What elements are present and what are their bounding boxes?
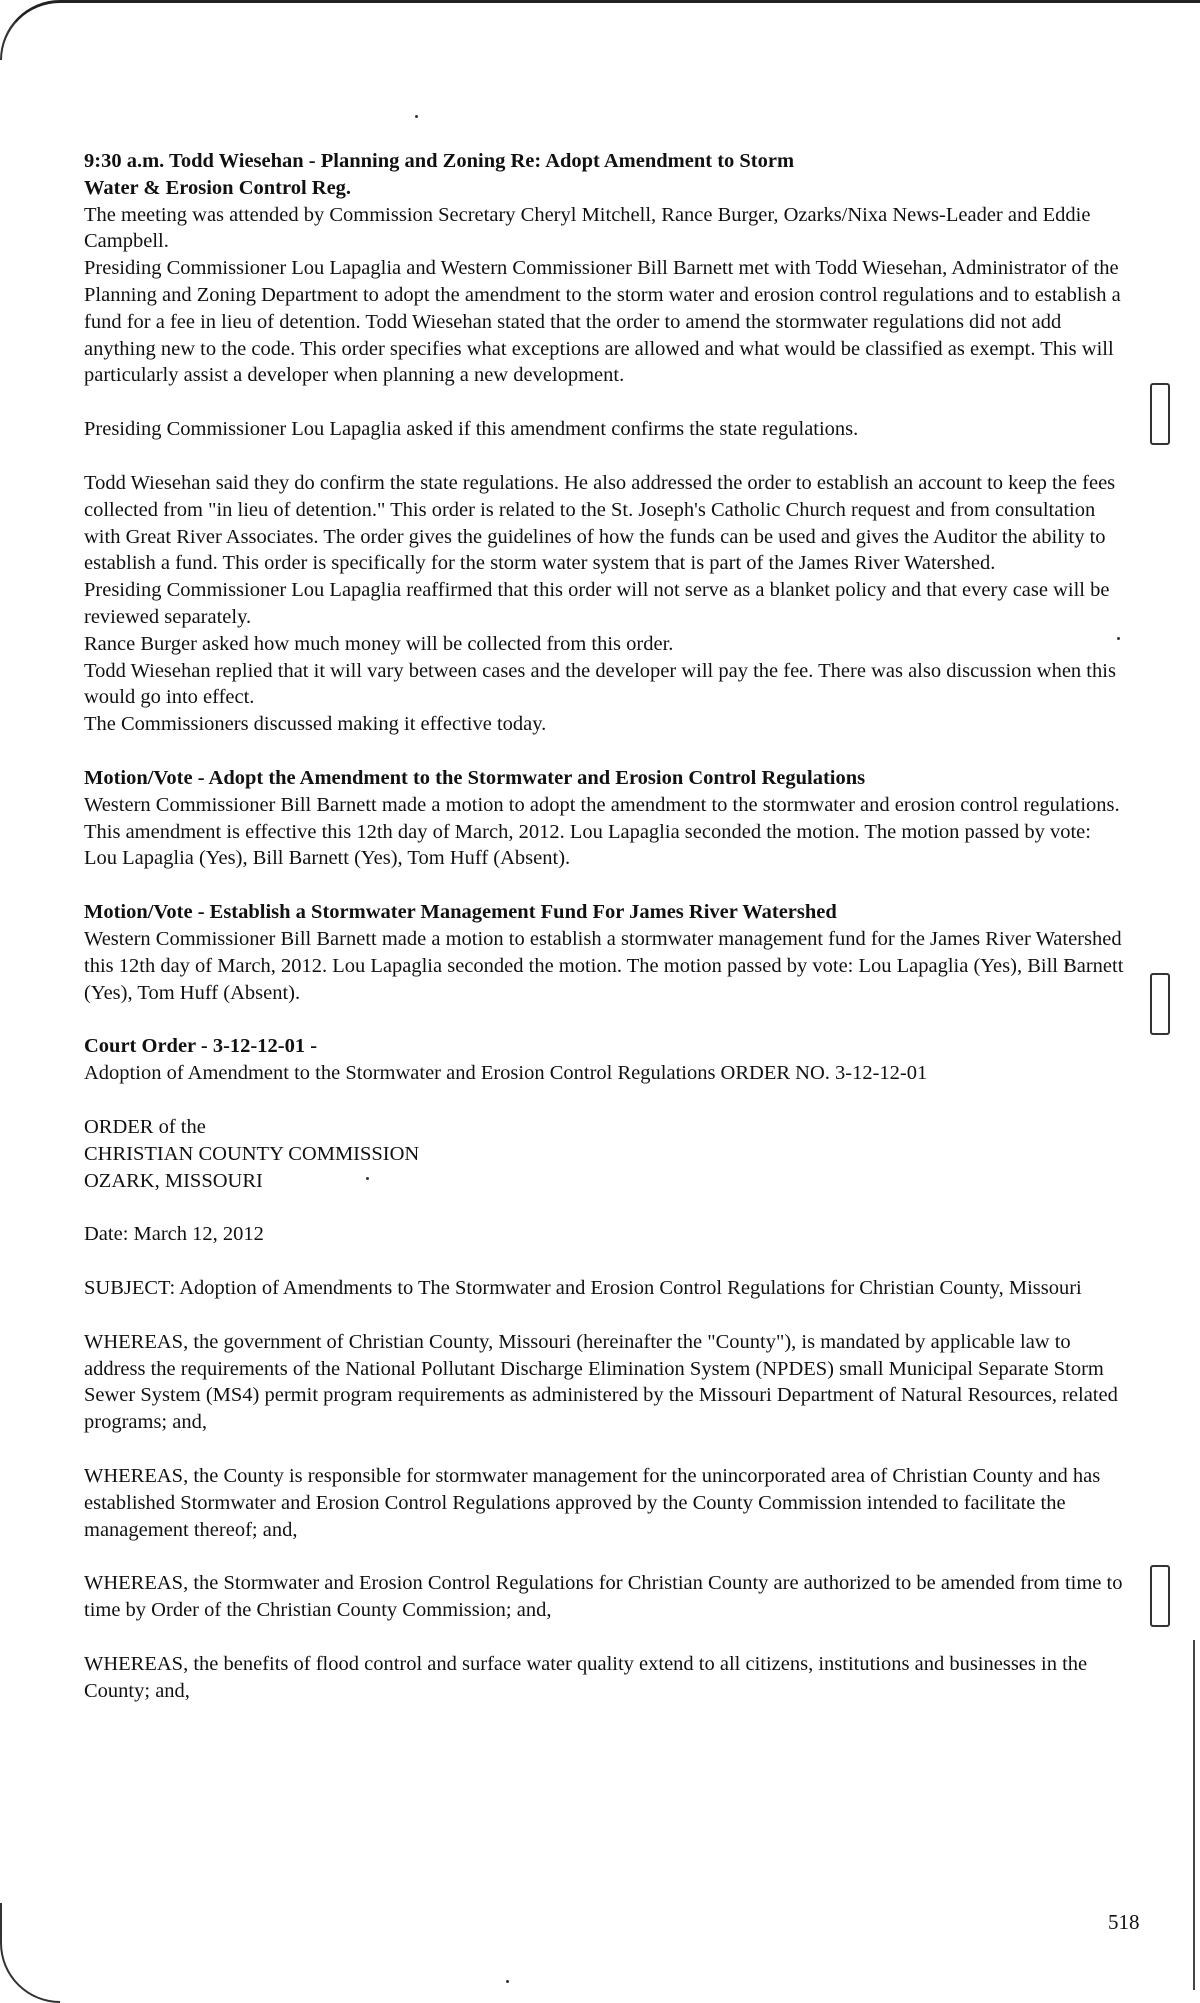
motion-2-body: Western Commissioner Bill Barnett made a motion to establish a stormwater management fund for the James River Watershed this 12th day of March, 2012. Lou Lapaglia seconded the motion. The motion passed by vote: Lou Lapaglia (Yes), Bill Barnett (Yes), Tom Huff (Absent). bbox=[84, 927, 1124, 1004]
court-order-adoption: Adoption of Amendment to the Stormwater and Erosion Control Regulations ORDER NO. 3-12-12-01 bbox=[84, 1062, 928, 1085]
scan-speck bbox=[415, 115, 418, 118]
burger-question: Rance Burger asked how much money will be collected from this order. bbox=[84, 632, 674, 655]
margin-bracket-mark bbox=[1150, 973, 1170, 1035]
order-line-2: CHRISTIAN COUNTY COMMISSION bbox=[84, 1142, 420, 1165]
margin-bracket-mark bbox=[1150, 383, 1170, 445]
whereas-clause-1: WHEREAS, the government of Christian County, Missouri (hereinafter the "County"), is mandated by applicable law to address the requirements of the National Pollutant Discharge Elimination System (NPDES) small Municipal Separate Storm Sewer System (MS4) permit program requirements as administered by the Missouri Department of Natural Resources, related programs; and, bbox=[84, 1330, 1118, 1434]
motion-1-title: Motion/Vote - Adopt the Amendment to the Stormwater and Erosion Control Regulations bbox=[84, 766, 866, 789]
answer-paragraph: Todd Wiesehan said they do confirm the state regulations. He also addressed the order to establish an account to keep the fees collected from "in lieu of detention." This order is related to the St. Joseph's Catholic Church request and from consultation with Great River Associates. The order gives the guidelines of how the funds can be used and gives the Auditor the ability to establish a fund. This order is specifically for the storm water system that is part of the James River Watershed. bbox=[84, 471, 1116, 575]
section-heading-continued: Water & Erosion Control Reg. bbox=[84, 176, 352, 199]
order-line-3: OZARK, MISSOURI bbox=[84, 1169, 263, 1192]
order-subject: SUBJECT: Adoption of Amendments to The Stormwater and Erosion Control Regulations for Christian County, Missouri bbox=[84, 1277, 1082, 1300]
attendance-paragraph: The meeting was attended by Commission Secretary Cheryl Mitchell, Rance Burger, Ozarks/Nixa News-Leader and Eddie Campbell. bbox=[84, 203, 1091, 253]
motion-1-body: Western Commissioner Bill Barnett made a motion to adopt the amendment to the stormwater and erosion control regulations. This amendment is effective this 12th day of March, 2012. Lou Lapaglia seconded the motion. The motion passed by vote: Lou Lapaglia (Yes), Bill Barnett (Yes), Tom Huff (Absent). bbox=[84, 793, 1120, 870]
scan-speck bbox=[506, 1980, 509, 1983]
whereas-clause-4: WHEREAS, the benefits of flood control and surface water quality extend to all citizens, institutions and businesses in the County; and, bbox=[84, 1653, 1088, 1702]
order-line-1: ORDER of the bbox=[84, 1115, 206, 1138]
whereas-clause-3: WHEREAS, the Stormwater and Erosion Control Regulations for Christian County are authorized to be amended from time to time by Order of the Christian County Commission; and, bbox=[84, 1572, 1123, 1622]
whereas-clause-2: WHEREAS, the County is responsible for stormwater management for the unincorporated area of Christian County and has established Stormwater and Erosion Control Regulations approved by the County Commission intended to facilitate the management thereof; and, bbox=[84, 1465, 1101, 1541]
reply-paragraph: Todd Wiesehan replied that it will vary between cases and the developer will pay the fee. There was also discussion when this would go into effect. bbox=[84, 659, 1116, 709]
document-page bbox=[84, 148, 1124, 1705]
order-date: Date: March 12, 2012 bbox=[84, 1223, 264, 1246]
reaffirm-paragraph: Presiding Commissioner Lou Lapaglia reaffirmed that this order will not serve as a blanket policy and that every case will be reviewed separately. bbox=[84, 579, 1110, 628]
scan-border-top bbox=[0, 0, 1200, 60]
court-order-title: Court Order - 3-12-12-01 - bbox=[84, 1035, 318, 1058]
page-number: 518 bbox=[1108, 1910, 1140, 1934]
margin-bracket-mark bbox=[1150, 1565, 1170, 1627]
section-heading: 9:30 a.m. Todd Wiesehan - Planning and Zoning Re: Adopt Amendment to Storm bbox=[84, 150, 795, 172]
question-paragraph: Presiding Commissioner Lou Lapaglia asked if this amendment confirms the state regulations. bbox=[84, 418, 859, 441]
motion-2-title: Motion/Vote - Establish a Stormwater Management Fund For James River Watershed bbox=[84, 901, 837, 924]
discussion-paragraph: The Commissioners discussed making it effective today. bbox=[84, 713, 547, 736]
scan-border-bottom-left bbox=[0, 1903, 60, 2003]
scan-border-right bbox=[1193, 1640, 1195, 1990]
summary-paragraph: Presiding Commissioner Lou Lapaglia and Western Commissioner Bill Barnett met with Todd Wiesehan, Administrator of the Planning and Zoning Department to adopt the amendment to the storm water and erosion control regulations and to establish a fund for a fee in lieu of detention. Todd Wiesehan stated that the order to amend the stormwater regulations did not add anything new to the code. This order specifies what exceptions are allowed and what would be classified as exempt. This will particularly assist a developer when planning a new development. bbox=[84, 257, 1121, 387]
